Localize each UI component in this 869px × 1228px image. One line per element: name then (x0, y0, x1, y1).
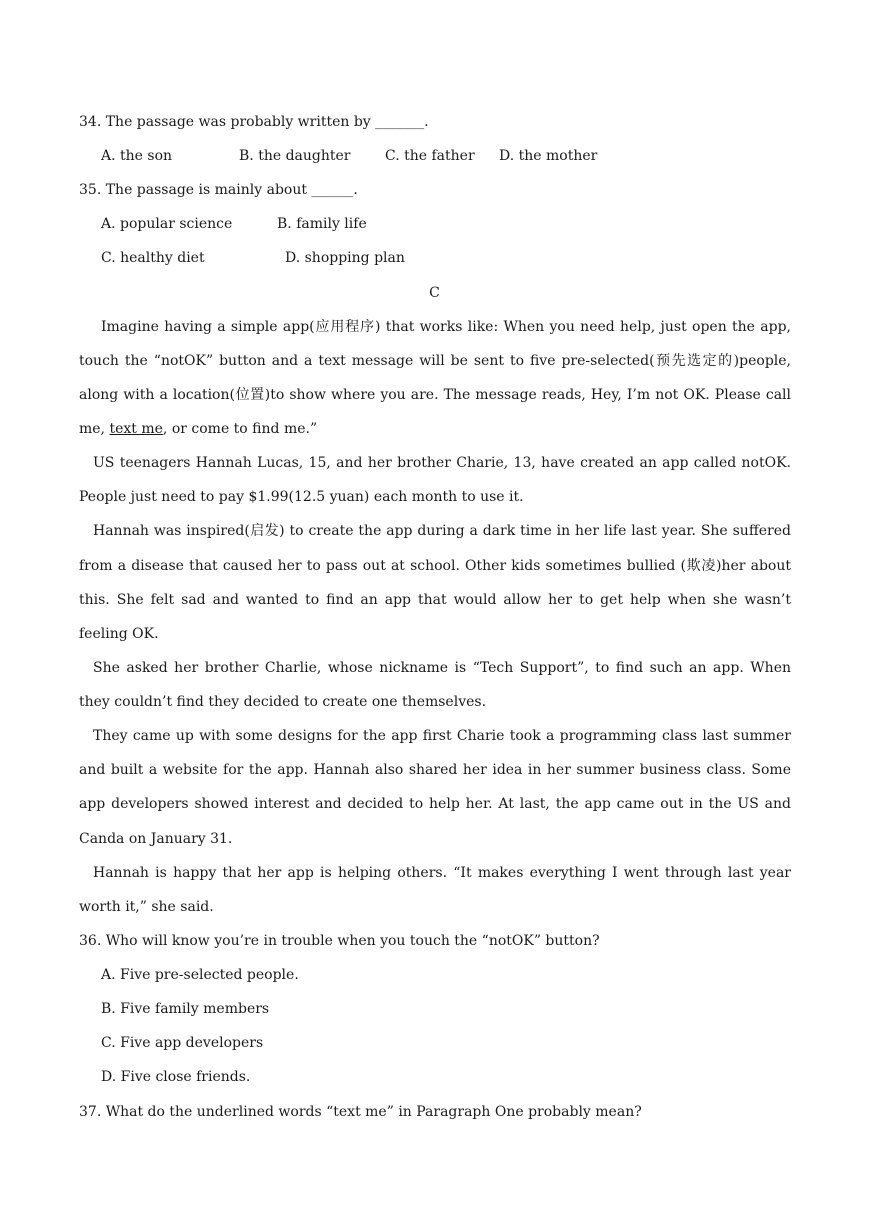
q36-option-a: A. Five pre-selected people. (101, 967, 299, 983)
question-37-stem: 37. What do the underlined words “text me” in Paragraph One probably mean? (79, 1104, 642, 1120)
paragraph-4-line-2: they couldn’t find they decided to create one themselves. (79, 694, 487, 710)
q35-option-c: C. healthy diet (101, 250, 205, 266)
p1-line-4-post: , or come to find me.” (162, 421, 318, 437)
paragraph-6-line-1: Hannah is happy that her app is helping others. “It makes everything I went through last year (93, 865, 791, 881)
q34-option-b: B. the daughter (239, 148, 351, 164)
paragraph-3-line-4: feeling OK. (79, 626, 159, 642)
paragraph-3-line-1: Hannah was inspired(启发) to create the app during a dark time in her life last year. She suffered (93, 523, 791, 539)
paragraph-3-line-2: from a disease that caused her to pass out at school. Other kids sometimes bullied (欺凌)her about (79, 558, 791, 574)
paragraph-1-line-3: along with a location(位置)to show where you are. The message reads, Hey, I’m not OK. Please call (79, 387, 791, 403)
paragraph-1-line-2: touch the “notOK” button and a text message will be sent to five pre-selected(预先选定的)people, (79, 353, 791, 369)
paragraph-1-line-1: Imagine having a simple app(应用程序) that works like: When you need help, just open the app, (101, 319, 791, 335)
paragraph-2-line-2: People just need to pay $1.99(12.5 yuan) each month to use it. (79, 489, 524, 505)
paragraph-5-line-2: and built a website for the app. Hannah also shared her idea in her summer business class. Some (79, 762, 791, 778)
paragraph-3-line-3: this. She felt sad and wanted to find an app that would allow her to get help when she wasn’t (79, 592, 791, 608)
paragraph-2-line-1: US teenagers Hannah Lucas, 15, and her brother Charie, 13, have created an app called notOK. (93, 455, 791, 471)
paragraph-1-line-4 (79, 419, 791, 439)
q35-option-a: A. popular science (101, 216, 233, 232)
q36-option-d: D. Five close friends. (101, 1069, 251, 1085)
paragraph-4-line-1: She asked her brother Charlie, whose nickname is “Tech Support”, to find such an app. When (93, 660, 791, 676)
q36-option-c: C. Five app developers (101, 1035, 264, 1051)
q36-option-b: B. Five family members (101, 1001, 270, 1017)
q34-option-a: A. the son (101, 148, 173, 164)
q34-option-c: C. the father (385, 148, 475, 164)
question-34-stem: 34. The passage was probably written by _______. (79, 114, 429, 130)
paragraph-5-line-3: app developers showed interest and decided to help her. At last, the app came out in the US and (79, 796, 791, 812)
q34-option-d: D. the mother (499, 148, 598, 164)
question-36-stem: 36. Who will know you’re in trouble when you touch the “notOK” button? (79, 933, 600, 949)
underlined-text-me: text me (109, 421, 163, 437)
paragraph-6-line-2: worth it,” she said. (79, 899, 214, 915)
q35-option-d: D. shopping plan (285, 250, 405, 266)
p1-line-4-pre: me, (79, 421, 106, 437)
paragraph-5-line-1: They came up with some designs for the app first Charie took a programming class last summer (93, 728, 791, 744)
question-35-stem: 35. The passage is mainly about ______. (79, 182, 358, 198)
q35-option-b: B. family life (277, 216, 367, 232)
section-label: C (429, 285, 440, 301)
paragraph-5-line-4: Canda on January 31. (79, 831, 233, 847)
